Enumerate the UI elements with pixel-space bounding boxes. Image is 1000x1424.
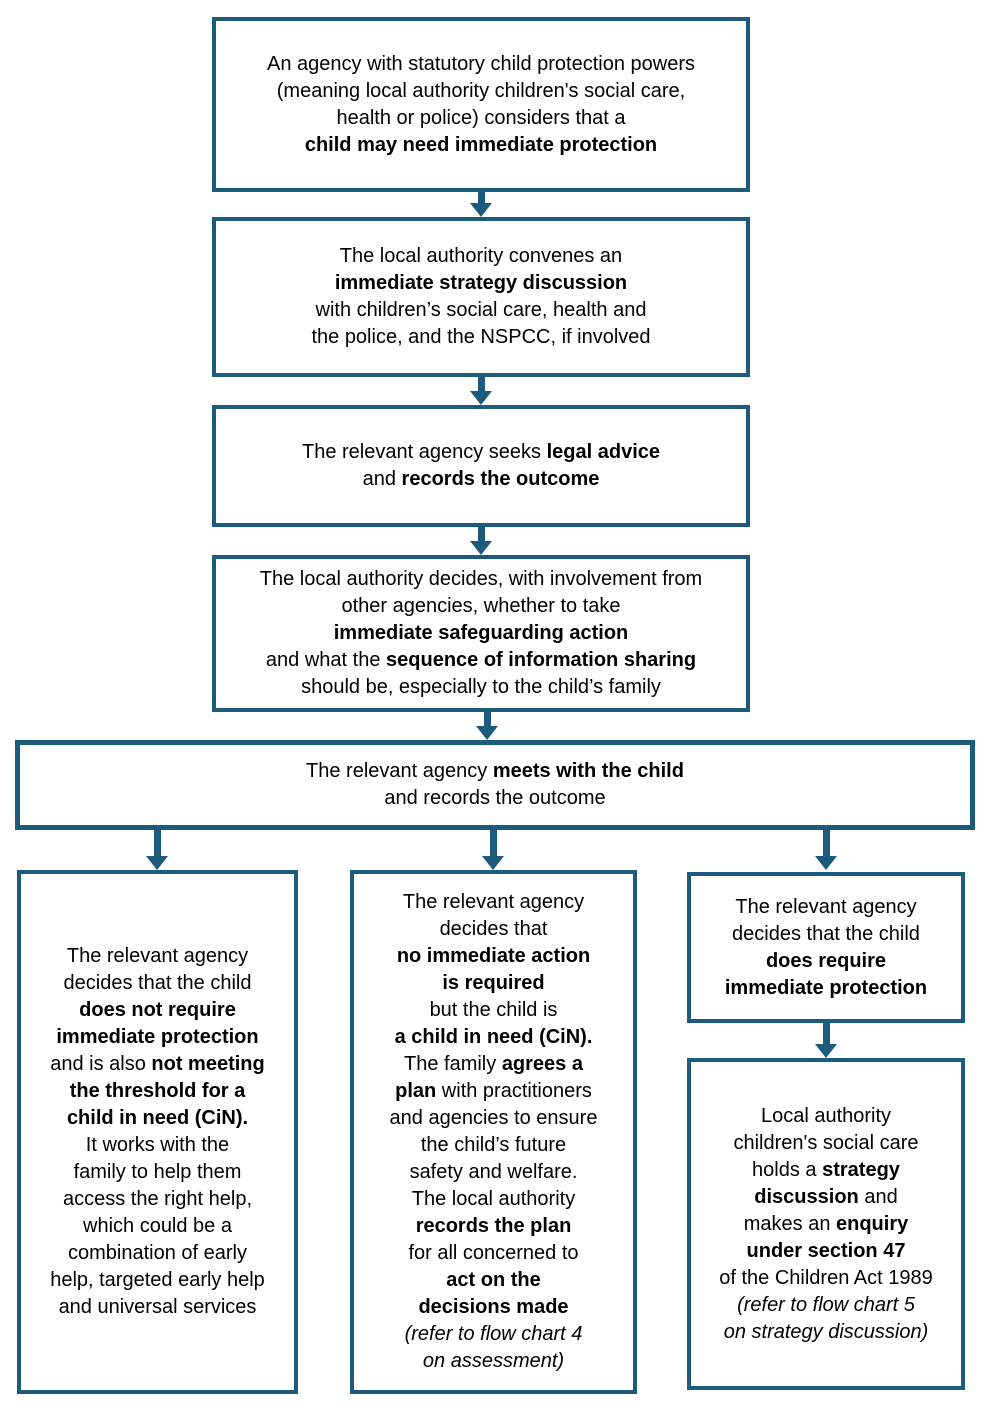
flow-box-child-in-need-plan bbox=[350, 870, 637, 1394]
flow-box-immediate-safeguarding-action bbox=[212, 555, 750, 712]
down-arrow-trigger-to-strategy bbox=[470, 192, 492, 217]
arrow-head-icon bbox=[470, 203, 492, 217]
arrow-stem bbox=[478, 192, 485, 203]
arrow-stem bbox=[490, 830, 497, 856]
flow-box-immediate-strategy-discussion bbox=[212, 217, 750, 377]
down-arrow-branch-right bbox=[815, 830, 837, 870]
arrow-head-icon bbox=[470, 541, 492, 555]
flow-box-text: An agency with statutory child protection powers (meaning local authority children's social care, health or police) considers that a child may need immediate protection bbox=[267, 52, 695, 156]
arrow-stem bbox=[478, 527, 485, 541]
arrow-head-icon bbox=[815, 1044, 837, 1058]
down-arrow-branch-left bbox=[146, 830, 168, 870]
arrow-stem bbox=[154, 830, 161, 856]
arrow-head-icon bbox=[146, 856, 168, 870]
arrow-head-icon bbox=[470, 391, 492, 405]
arrow-head-icon bbox=[482, 856, 504, 870]
flow-box-does-require-immediate-protection bbox=[687, 872, 965, 1023]
flow-box-section-47-enquiry bbox=[687, 1058, 965, 1390]
flow-box-statutory-powers-trigger bbox=[212, 17, 750, 192]
down-arrow-branch-middle bbox=[482, 830, 504, 870]
flow-box-text: The local authority decides, with involvement from other agencies, whether to take immediate safeguarding action and what the sequence of information sharing should be, especially to the child’s family bbox=[259, 568, 703, 698]
arrow-stem bbox=[478, 377, 485, 391]
flow-box-text: The local authority convenes an immediate strategy discussion with children’s social care, health and the police, and the NSPCC, if involved bbox=[311, 245, 651, 348]
arrow-stem bbox=[823, 830, 830, 856]
flow-box-text: The relevant agency decides that the child does not require immediate protection and is also not meeting the threshold for a child in need (CiN). It works with the family to help them access the right help, which could be a combination of early help, targeted early help and universal services bbox=[50, 945, 265, 1318]
down-arrow-strategy-to-legal bbox=[470, 377, 492, 405]
arrow-stem bbox=[484, 712, 491, 726]
flow-box-text: The relevant agency seeks legal advice and records the outcome bbox=[302, 441, 660, 490]
down-arrow-legal-to-safeguarding bbox=[470, 527, 492, 555]
flow-box-text: The relevant agency decides that no immediate action is required but the child is a child in need (CiN). The family agrees a plan with practitioners and agencies to ensure the child’s future safety and welfare. The local authority records the plan for all concerned to act on the decisions made (refer to flow chart 4 on assessment) bbox=[389, 891, 598, 1372]
arrow-head-icon bbox=[476, 726, 498, 740]
down-arrow-protection-to-section47 bbox=[815, 1023, 837, 1058]
arrow-head-icon bbox=[815, 856, 837, 870]
flow-box-text: Local authority children's social care holds a strategy discussion and makes an enquiry under section 47 of the Children Act 1989 (refer to flow chart 5 on strategy discussion) bbox=[719, 1104, 933, 1343]
down-arrow-safeguarding-to-meets bbox=[476, 712, 498, 740]
flow-box-legal-advice bbox=[212, 405, 750, 527]
flow-box-no-immediate-protection-not-cin bbox=[17, 870, 298, 1394]
flow-box-text: The relevant agency decides that the child does require immediate protection bbox=[724, 895, 928, 999]
flow-box-meets-with-the-child bbox=[15, 740, 975, 830]
arrow-stem bbox=[823, 1023, 830, 1044]
flow-box-text: The relevant agency meets with the child and records the outcome bbox=[306, 760, 684, 809]
